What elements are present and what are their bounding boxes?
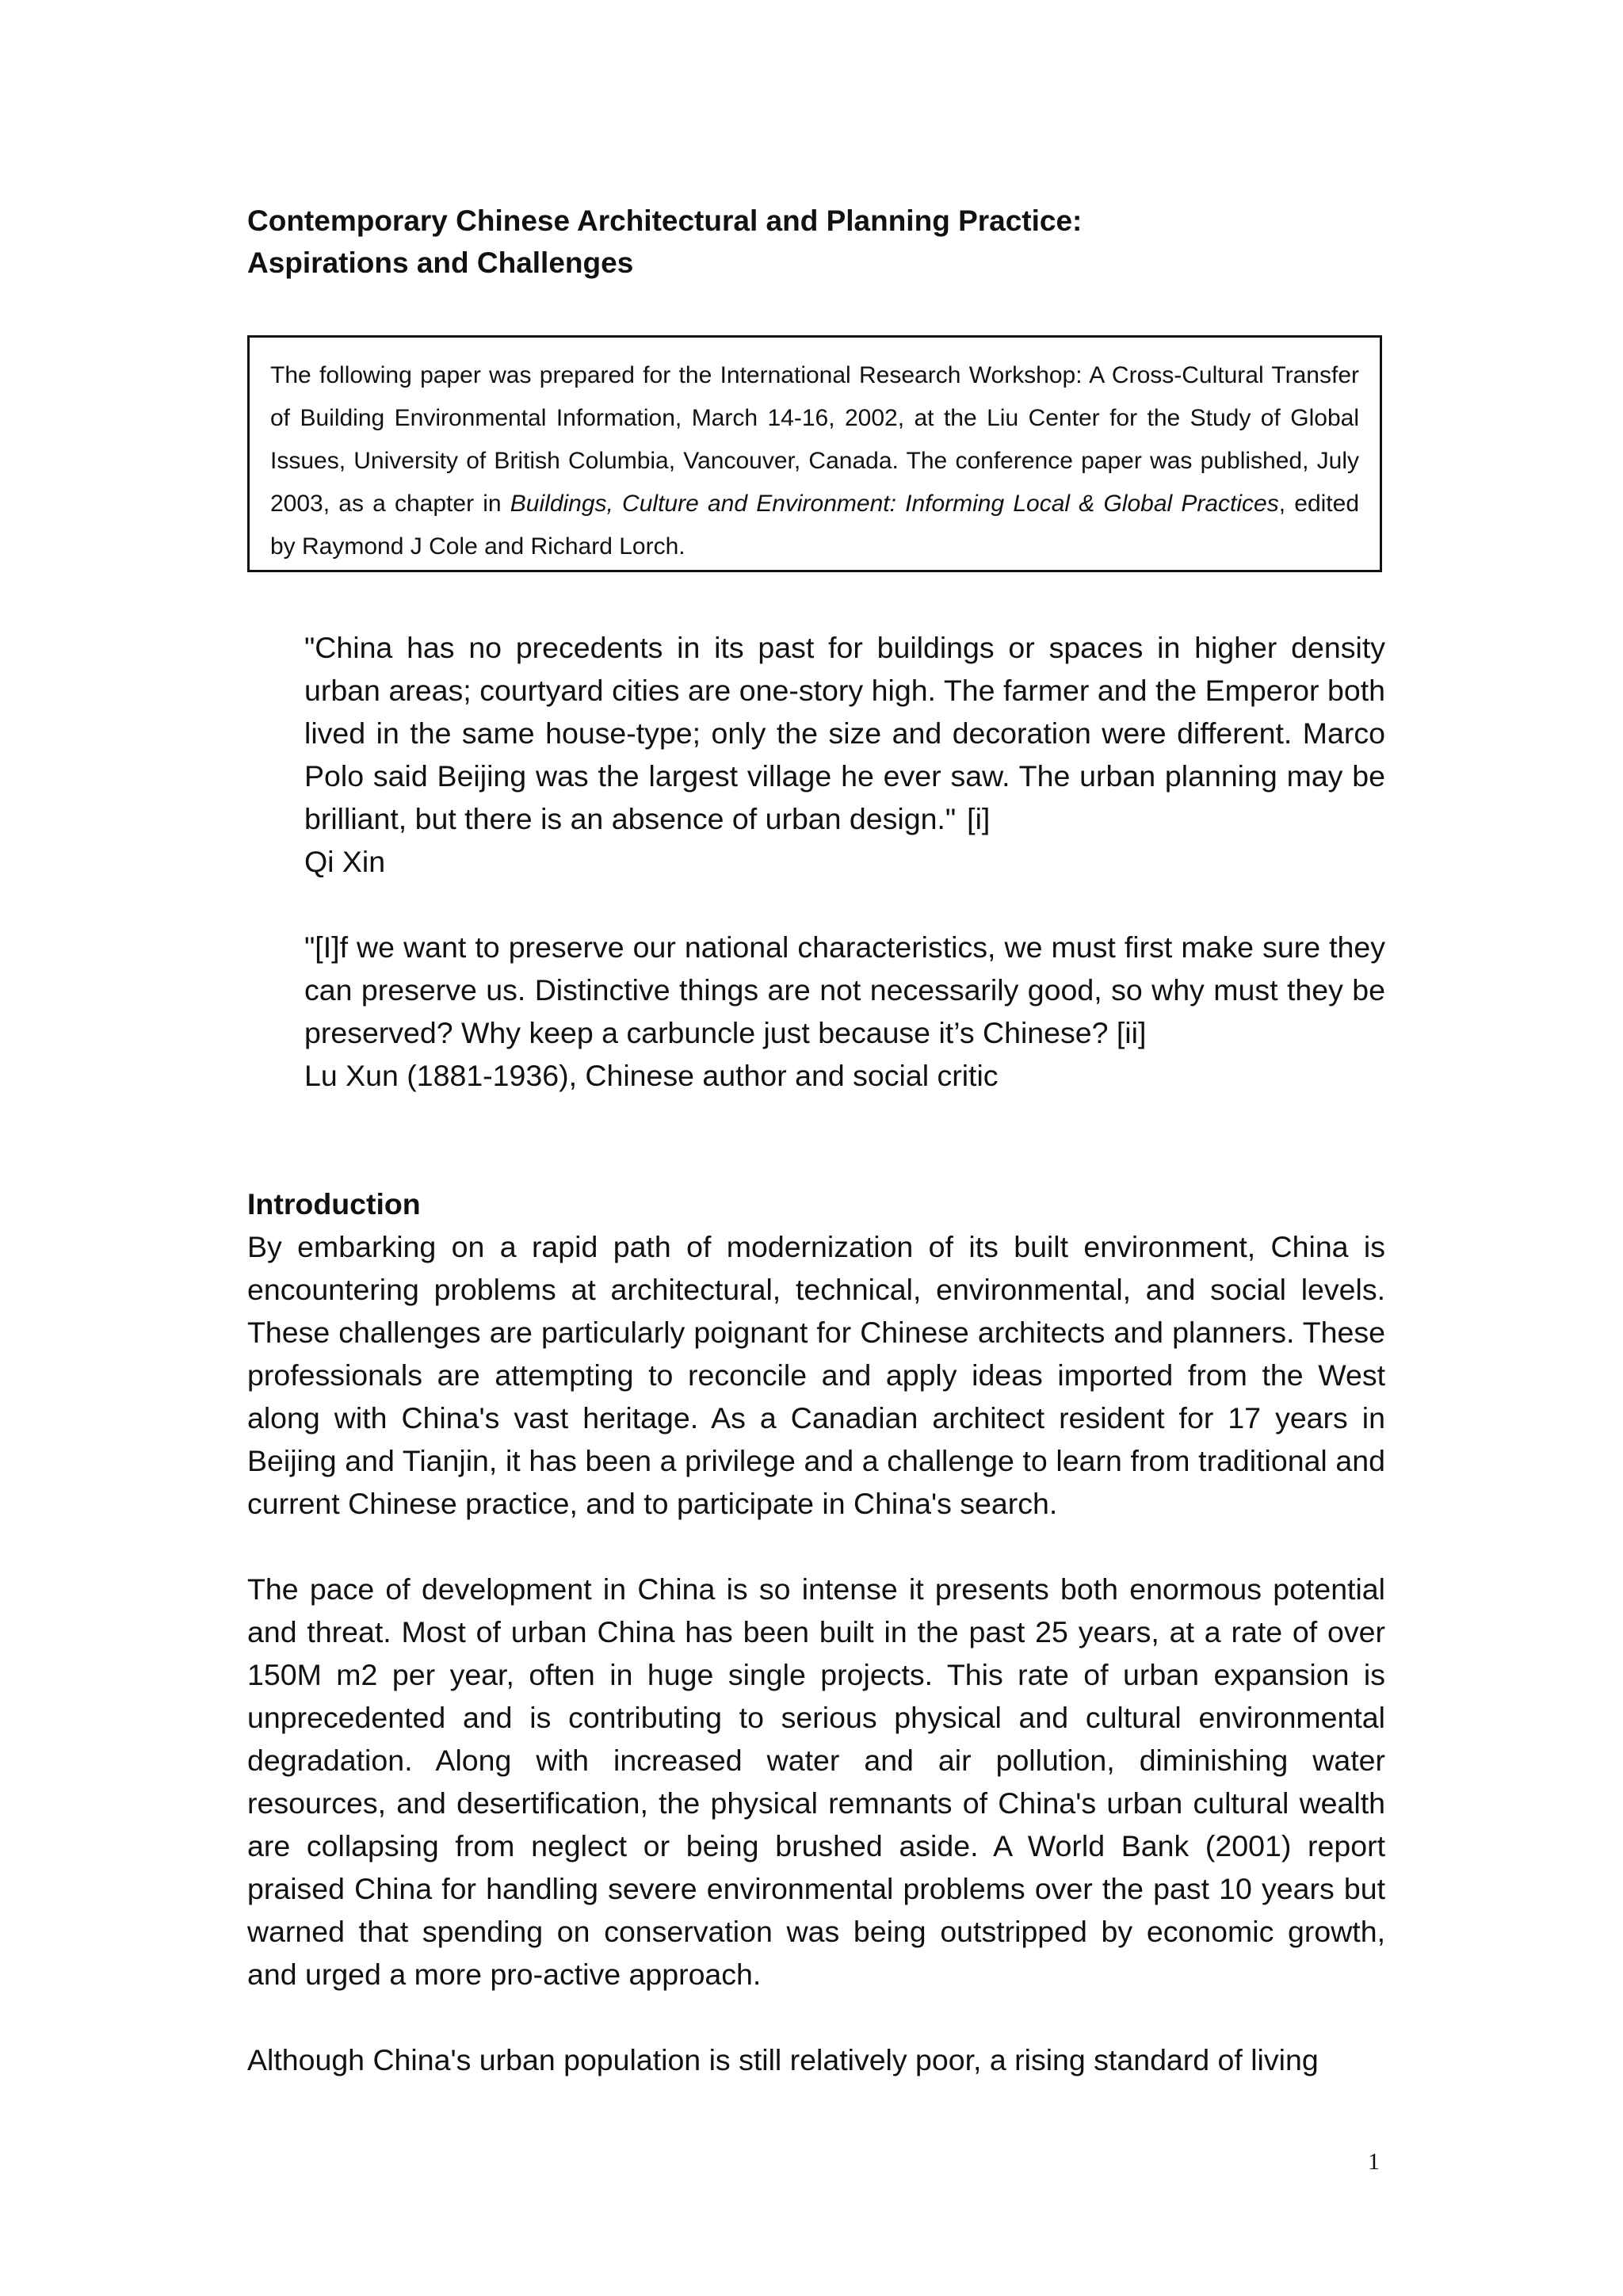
footnote-ref[interactable]: [ii]	[1116, 1016, 1147, 1049]
title-line-1: Contemporary Chinese Architectural and Planning Practice:	[247, 204, 1083, 237]
paragraph: By embarking on a rapid path of modernization of its built environment, China is encountering problems at architectural, technical, environmental, and social levels. These challenges are particularly poignant for Chinese architects and planners. These professionals are attempting to reconcile and apply ideas imported from the West along with China's vast heritage. As a Canadian architect resident for 17 years in Beijing and Tianjin, it has been a privilege and a challenge to learn from traditional and current Chinese practice, and to participate in China's search.	[247, 1230, 1385, 1520]
paragraph: Although China's urban population is still relatively poor, a rising standard of living	[247, 2043, 1319, 2076]
quote-attribution: Qi Xin	[304, 845, 386, 878]
epigraph-quotes	[304, 626, 1385, 1140]
notice-editors: , edited by Raymond J Cole and Richard Lorch.	[270, 491, 1360, 560]
section-heading: Introduction	[247, 1187, 421, 1221]
page-number: 1	[1368, 2149, 1380, 2175]
quote-text: "[I]f we want to preserve our national characteristics, we must first make sure they can preserve us. Distinctive things are not necessarily good, so why must they be preserved? Why keep a carbuncle just because it’s Chinese? [ii]	[304, 930, 1385, 1049]
quote-text: "China has no precedents in its past for buildings or spaces in higher density urban areas; courtyard cities are one-story high. The farmer and the Emperor both lived in the same house-type; only the size and decoration were different. Marco Polo said Beijing was the largest village he ever saw. The urban planning may be brilliant, but there is an absence of urban design." [i]	[304, 631, 1385, 835]
footnote-ref[interactable]: [i]	[967, 802, 991, 835]
quote-lu-xun	[304, 926, 1385, 1097]
paragraph: The pace of development in China is so intense it presents both enormous potential and threat. Most of urban China has been built in the past 25 years, at a rate of over 150M m2 per year, often in huge single projects. This rate of urban expansion is unprecedented and is contributing to serious physical and cultural environmental degradation. Along with increased water and air pollution, diminishing water resources, and desertification, the physical remnants of China's urban cultural wealth are collapsing from neglect or being brushed aside. A World Bank (2001) report praised China for handling severe environmental problems over the past 10 years but warned that spending on conservation was being outstripped by economic growth, and urged a more pro-active approach.	[247, 1572, 1385, 1991]
title-line-2: Aspirations and Challenges	[247, 246, 634, 279]
notice-text: The following paper was prepared for the International Research Workshop: A Cross-Cultural Transfer of Building Environmental Information, March 14-16, 2002, at the Liu Center for the Study of Global Issues, University of British Columbia, Vancouver, Canada. The conference paper was published, July 2003, as a chapter in	[270, 362, 1359, 517]
document-title	[247, 200, 1388, 284]
quote-attribution: Lu Xun (1881-1936), Chinese author and social critic	[304, 1059, 999, 1092]
publication-notice-box	[247, 335, 1382, 572]
book-title: Buildings, Culture and Environment: Informing Local & Global Practices	[510, 491, 1279, 517]
introduction-section	[247, 1182, 1385, 2081]
quote-qi-xin	[304, 626, 1385, 883]
